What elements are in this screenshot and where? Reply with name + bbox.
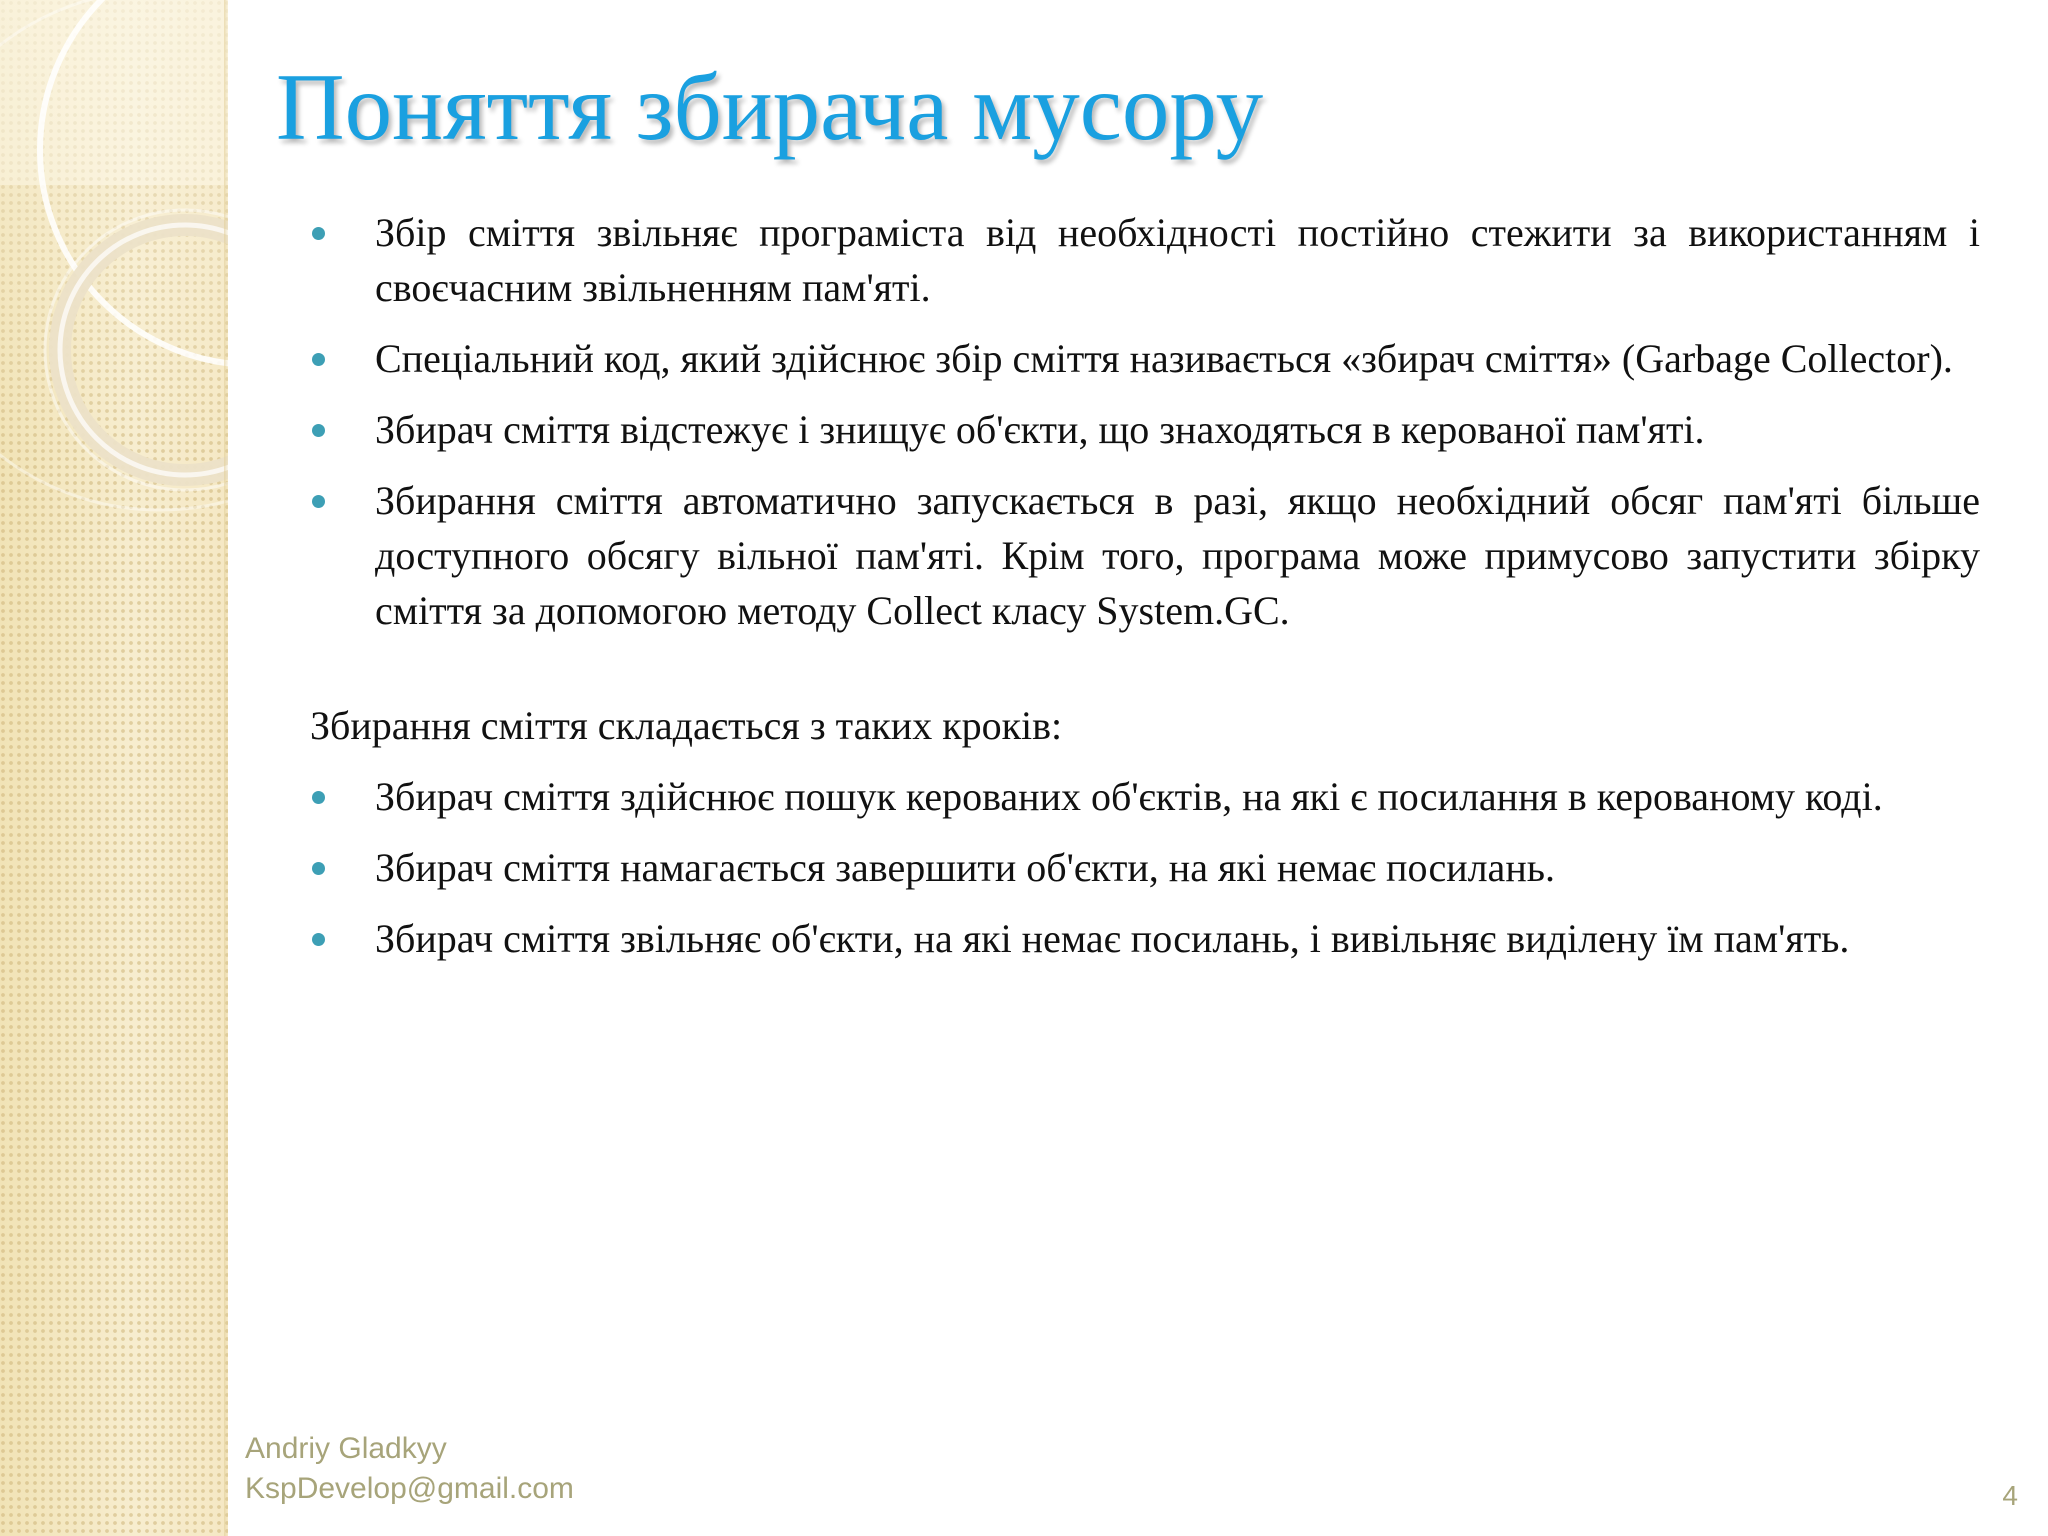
list-item [310, 769, 1980, 824]
list-item [310, 402, 1980, 457]
author-email: KspDevelop@gmail.com [245, 1472, 574, 1505]
list-item [310, 840, 1980, 895]
bullet-text: Збір сміття звільняє програміста від необхідності постійно стежити за використанням і своєчасним звільненням пам'яті. [375, 210, 1980, 310]
bullet-text: Збирач сміття відстежує і знищує об'єкти, що знаходяться в керованої пам'яті. [375, 407, 1705, 452]
page-number: 4 [2002, 1480, 2018, 1511]
footer-author [245, 1429, 574, 1509]
list-item [310, 331, 1980, 386]
steps-heading: Збирання сміття складається з таких кроків: [310, 703, 1063, 748]
list-item [310, 205, 1980, 315]
bullet-list-steps [310, 769, 1980, 966]
slide-content [310, 205, 1980, 982]
bullet-icon [312, 933, 325, 946]
list-item [310, 473, 1980, 638]
bullet-text: Збирач сміття здійснює пошук керованих об'єктів, на які є посилання в керованому коді. [375, 774, 1883, 819]
bullet-icon [312, 862, 325, 875]
decorative-rings [0, 0, 228, 600]
slide-title: Поняття збирача мусору [276, 54, 1264, 160]
bullet-icon [312, 495, 325, 508]
bullet-icon [312, 353, 325, 366]
author-name: Andriy Gladkyy [245, 1432, 447, 1465]
bullet-text: Збирання сміття автоматично запускається в разі, якщо необхідний обсяг пам'яті більше доступного обсягу вільної пам'яті. Крім того, програма може примусово запустити збірку сміття за допомогою методу Collect класу System.GC. [375, 478, 1980, 633]
list-item [310, 911, 1980, 966]
bullet-list-intro [310, 205, 1980, 638]
bullet-text: Спеціальний код, який здійснює збір сміття називається «збирач сміття» (Garbage Collector). [375, 336, 1953, 381]
bullet-text: Збирач сміття звільняє об'єкти, на які немає посилань, і вивільняє виділену їм пам'ять. [375, 916, 1850, 961]
decorative-side-panel [0, 0, 228, 1536]
bullet-text: Збирач сміття намагається завершити об'єкти, на які немає посилань. [375, 845, 1555, 890]
bullet-icon [312, 227, 325, 240]
bullet-icon [312, 424, 325, 437]
bullet-icon [312, 791, 325, 804]
